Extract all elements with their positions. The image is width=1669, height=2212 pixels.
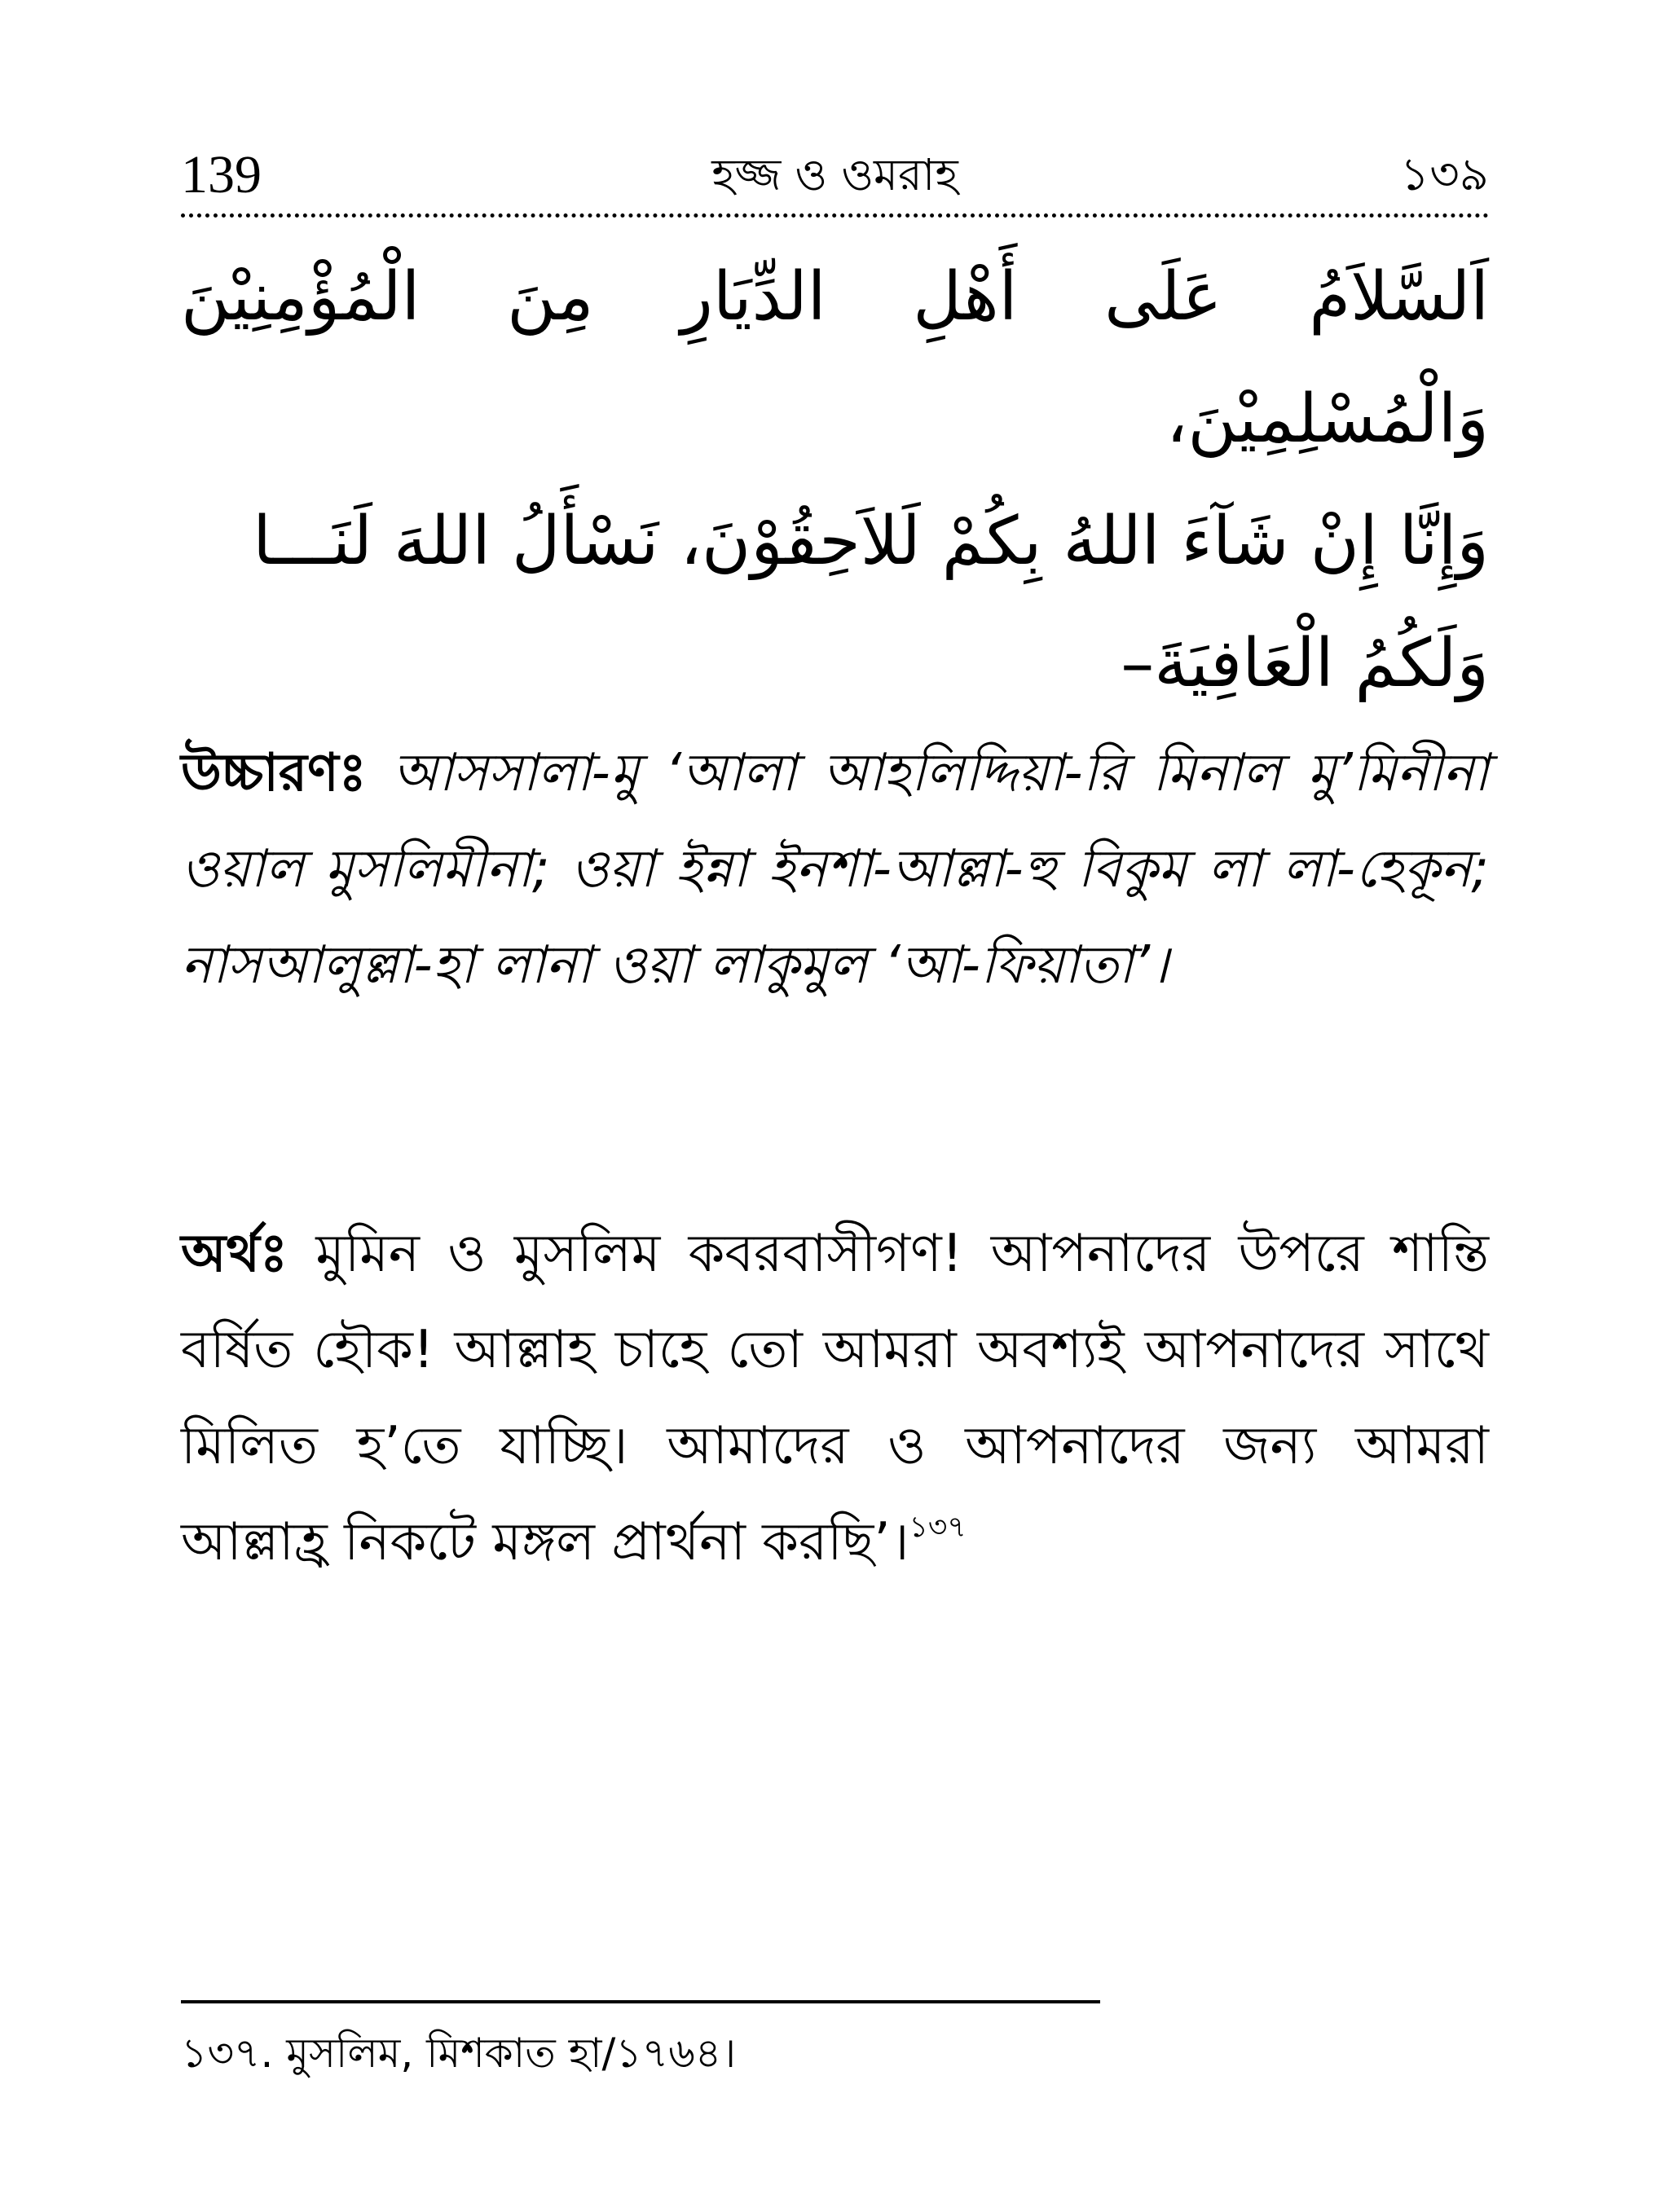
page-number-bengali: ১৩৯ [1399, 148, 1489, 201]
meaning-paragraph [181, 1206, 1489, 1590]
pronunciation-label: উচ্চারণঃ [181, 743, 367, 803]
arabic-dua-line-3: وَلَكُمُ الْعَافِيَةَ– [1121, 625, 1489, 702]
header-dotted-rule [181, 213, 1489, 218]
meaning-label: অর্থঃ [181, 1224, 288, 1284]
page-number-latin: 139 [181, 145, 262, 204]
arabic-dua-line-1: اَلسَّلاَمُ عَلَى أَهْلِ الدِّيَارِ مِنَ الْمُؤْمِنِيْنَ وَالْمُسْلِمِيْنَ، [181, 258, 1489, 458]
footnote-rule [181, 2000, 1100, 2003]
meaning-text: মুমিন ও মুসলিম কবরবাসীগণ! আপনাদের উপরে শান্তি বর্ষিত হৌক! আল্লাহ চাহে তো আমরা অবশ্যই আপনাদের সাথে মিলিত হ’তে যাচ্ছি। আমাদের ও আপনাদের জন্য আমরা আল্লাহ্র নিকটে মঙ্গল প্রার্থনা করছি’। [181, 1224, 1489, 1572]
pronunciation-text: আসসালা-মু ‘আলা আহলিদ্দিয়া-রি মিনাল মু’মিনীনা ওয়াল মুসলিমীনা; ওয়া ইন্না ইনশা-আল্লা-হু বিকুম লা লা-হেকূন; নাসআলুল্লা-হা লানা ওয়া লাকুমুল ‘আ-ফিয়াতা’। [181, 743, 1489, 996]
pronunciation-paragraph [181, 725, 1489, 1014]
page-header [181, 143, 1489, 216]
arabic-dua [181, 236, 1489, 725]
footnote: ১৩৭. মুসলিম, মিশকাত হা/১৭৬৪। [181, 2029, 737, 2077]
running-title: হজ্জ ও ওমরাহ [711, 149, 958, 200]
arabic-dua-line-2: وَإِنَّا إِنْ شَآءَ اللهُ بِكُمْ لَلاَحِقُوْنَ، نَسْأَلُ اللهَ لَنَـــا [253, 503, 1489, 580]
footnote-marker: ১৩৭ [909, 1511, 967, 1544]
